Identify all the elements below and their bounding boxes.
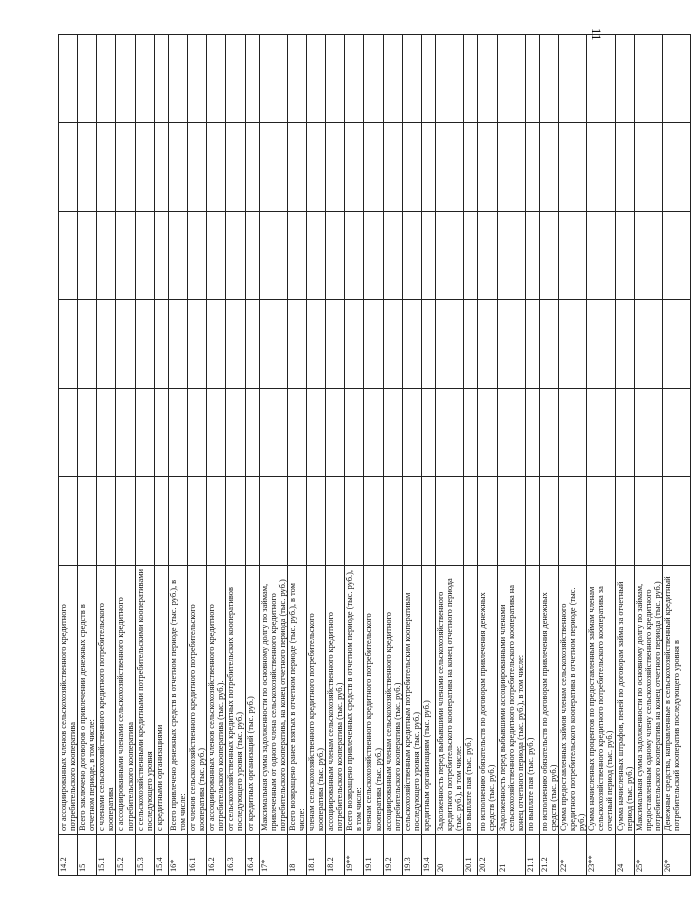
value-cell [615,123,634,212]
row-number-cell: 15 [78,835,97,876]
row-number-cell: 16.1 [188,835,207,876]
value-cell [421,389,435,478]
row-number-cell: 20.2 [478,835,497,876]
value-cell [287,300,306,389]
table-row [307,35,326,876]
value-cell [59,212,78,301]
row-label-cell: по выплате пая (тыс. руб.) [464,566,478,835]
value-cell [207,35,226,124]
value-cell [402,477,421,566]
value-cell [168,35,187,124]
row-number-cell: 15.4 [154,835,168,876]
row-label-cell: Денежные средства, направленные в сельскохозяйственный кредитный потребительский кооператив последующего уровня в [662,566,690,835]
value-cell [188,477,207,566]
row-label-cell: членам сельскохозяйственного кредитного потребительского кооператива (тыс. руб.) [307,566,326,835]
value-cell [615,389,634,478]
row-number-cell: 15.3 [135,835,154,876]
row-label-cell: по исполнению обязательств по договорам привлечения денежных средств (тыс. руб.) [478,566,497,835]
value-cell [78,123,97,212]
value-cell [402,35,421,124]
row-number-cell: 16.3 [226,835,245,876]
value-cell [525,35,539,124]
row-number-cell: 21.1 [525,835,539,876]
value-cell [497,212,525,301]
value-cell [259,35,287,124]
value-cell [364,212,383,301]
value-cell [307,389,326,478]
value-cell [402,389,421,478]
table-row [525,35,539,876]
value-cell [326,35,345,124]
value-cell [97,389,116,478]
value-cell [345,300,364,389]
value-cell [307,35,326,124]
value-cell [559,212,587,301]
row-number-cell: 15.2 [116,835,135,876]
value-cell [421,35,435,124]
row-label-cell: от ассоциированных членов сельскохозяйственного кредитного потребительского кооператива (тыс. руб.). [207,566,226,835]
row-label-cell: Максимальная сумма задолженности по основному долгу по займам, предоставленным одному члену сельскохозяйственного кредитного потребительского кооператива на конец отчетного периода (тыс. руб.) [634,566,662,835]
value-cell [539,35,558,124]
value-cell [497,123,525,212]
value-cell [245,212,259,301]
value-cell [421,300,435,389]
row-label-cell: Задолженность перед выбывшими членами сельскохозяйственного кредитного потребительского кооператива на конец отчетного периода (тыс. руб.), в том числе: [436,566,464,835]
value-cell [287,35,306,124]
value-cell [525,477,539,566]
value-cell [307,300,326,389]
value-cell [307,212,326,301]
value-cell [436,35,464,124]
value-cell [245,35,259,124]
value-cell [478,389,497,478]
value-cell [525,212,539,301]
table-row [497,35,525,876]
row-number-cell: 19.4 [421,835,435,876]
row-number-cell: 19.2 [383,835,402,876]
value-cell [662,123,690,212]
value-cell [59,300,78,389]
value-cell [587,123,615,212]
value-cell [436,212,464,301]
value-cell [59,123,78,212]
value-cell [615,300,634,389]
value-cell [478,300,497,389]
value-cell [59,477,78,566]
table-row [421,35,435,876]
value-cell [168,123,187,212]
value-cell [634,123,662,212]
row-label-cell: Всего привлечено денежных средств в отчетном периоде (тыс. руб.), в том числе: [168,566,187,835]
value-cell [78,389,97,478]
value-cell [97,35,116,124]
value-cell [135,477,154,566]
row-label-cell: с членами сельскохозяйственного кредитного потребительского кооператива [97,566,116,835]
value-cell [326,477,345,566]
row-label-cell: с кредитными организациями [154,566,168,835]
value-cell [168,300,187,389]
value-cell [587,35,615,124]
table-row [226,35,245,876]
value-cell [383,300,402,389]
row-number-cell: 17* [259,835,287,876]
value-cell [525,300,539,389]
row-label-cell: от сельскохозяйственных кредитных потребительских кооперативов последующего уровня (тыс. руб.) [226,566,245,835]
value-cell [287,477,306,566]
value-cell [207,389,226,478]
value-cell [383,477,402,566]
value-cell [383,35,402,124]
row-number-cell: 14.2 [59,835,78,876]
row-number-cell: 18 [287,835,306,876]
value-cell [326,123,345,212]
value-cell [497,477,525,566]
row-number-cell: 18.1 [307,835,326,876]
row-label-cell: Сумма начисленных процентов по предоставленным займам членам сельскохозяйственного кредитного потребительского кооператива за отчетный период (тыс. руб.) [587,566,615,835]
value-cell [78,212,97,301]
value-cell [497,35,525,124]
value-cell [402,123,421,212]
table-row [634,35,662,876]
value-cell [97,300,116,389]
value-cell [135,123,154,212]
value-cell [116,389,135,478]
value-cell [364,300,383,389]
value-cell [226,123,245,212]
value-cell [587,212,615,301]
row-label-cell: от ассоциированных членов сельскохозяйственного кредитного потребительского кооператива [59,566,78,835]
table-row [168,35,187,876]
value-cell [59,389,78,478]
value-cell [226,212,245,301]
value-cell [154,123,168,212]
value-cell [259,389,287,478]
row-number-cell: 19** [345,835,364,876]
row-number-cell: 16* [168,835,187,876]
table-row [436,35,464,876]
row-number-cell: 21 [497,835,525,876]
value-cell [287,123,306,212]
value-cell [559,123,587,212]
table-row [559,35,587,876]
value-cell [559,35,587,124]
row-number-cell: 16.2 [207,835,226,876]
table-row [383,35,402,876]
table-row [345,35,364,876]
value-cell [345,35,364,124]
value-cell [634,389,662,478]
table-row [207,35,226,876]
table-row [59,35,78,876]
value-cell [135,35,154,124]
value-cell [587,477,615,566]
value-cell [135,389,154,478]
value-cell [226,477,245,566]
row-number-cell: 26* [662,835,690,876]
row-label-cell: ассоциированным членам сельскохозяйственного кредитного потребительского кооператива (тыс. руб.) [383,566,402,835]
value-cell [539,212,558,301]
value-cell [539,123,558,212]
value-cell [78,477,97,566]
value-cell [478,212,497,301]
row-label-cell: с ассоциированными членами сельскохозяйственного кредитного потребительского кооператива [116,566,135,835]
table-row [478,35,497,876]
value-cell [307,123,326,212]
value-cell [245,300,259,389]
value-cell [326,300,345,389]
value-cell [154,35,168,124]
value-cell [383,123,402,212]
value-cell [154,300,168,389]
value-cell [97,212,116,301]
table-row [402,35,421,876]
row-label-cell: Сумма начисленных штрафов, пеней по договорам займа за отчетный период (тыс. руб.) [615,566,634,835]
row-number-cell: 23** [587,835,615,876]
value-cell [662,477,690,566]
value-cell [421,212,435,301]
row-label-cell: Сумма предоставленных займов членам сельскохозяйственного кредитного потребительского кооператива в отчетном периоде (тыс. руб.) [559,566,587,835]
value-cell [497,300,525,389]
value-cell [226,389,245,478]
report-table-rotated [58,34,681,876]
value-cell [478,35,497,124]
report-table [58,34,691,876]
row-label-cell: Всего возвращено привлеченных средств в отчетном периоде (тыс. руб.), в том числе: [345,566,364,835]
value-cell [539,389,558,478]
value-cell [326,389,345,478]
value-cell [116,212,135,301]
value-cell [464,300,478,389]
value-cell [464,477,478,566]
value-cell [436,300,464,389]
value-cell [154,477,168,566]
row-label-cell: от кредитных организаций (тыс. руб.) [245,566,259,835]
value-cell [383,212,402,301]
value-cell [168,212,187,301]
value-cell [207,300,226,389]
table-row [364,35,383,876]
value-cell [345,477,364,566]
value-cell [615,212,634,301]
row-label-cell: от членов сельскохозяйственного кредитного потребительского кооператива (тыс. руб.) [188,566,207,835]
table-row [259,35,287,876]
value-cell [135,212,154,301]
value-cell [135,300,154,389]
row-label-cell: ассоциированным членам сельскохозяйственного кредитного потребительского кооператива (тыс. руб.) [326,566,345,835]
table-row [154,35,168,876]
value-cell [287,389,306,478]
row-label-cell: Всего возвращено ранее взятых в отчетном периоде (тыс. руб.), в том числе: [287,566,306,835]
table-row [587,35,615,876]
value-cell [587,300,615,389]
table-row [287,35,306,876]
value-cell [287,212,306,301]
value-cell [662,300,690,389]
value-cell [188,212,207,301]
row-number-cell: 22* [559,835,587,876]
row-number-cell: 16.4 [245,835,259,876]
value-cell [662,35,690,124]
value-cell [464,389,478,478]
value-cell [188,35,207,124]
value-cell [615,477,634,566]
page-number: 11 [589,28,604,41]
value-cell [97,123,116,212]
value-cell [168,389,187,478]
value-cell [559,477,587,566]
value-cell [364,477,383,566]
value-cell [464,123,478,212]
table-row [245,35,259,876]
row-number-cell: 15.1 [97,835,116,876]
value-cell [154,212,168,301]
value-cell [525,389,539,478]
row-number-cell: 19.3 [402,835,421,876]
value-cell [259,123,287,212]
value-cell [402,300,421,389]
value-cell [207,212,226,301]
row-number-cell: 20.1 [464,835,478,876]
value-cell [436,389,464,478]
value-cell [345,212,364,301]
value-cell [116,477,135,566]
table-row [97,35,116,876]
value-cell [364,389,383,478]
value-cell [634,212,662,301]
row-label-cell: по выплате пая (тыс. руб.) [525,566,539,835]
row-label-cell: Всего заключено договоров о привлечении денежных средств в отчетном периоде, в том числе: [78,566,97,835]
value-cell [345,389,364,478]
table-row [135,35,154,876]
table-row [464,35,478,876]
row-label-cell: кредитным организациям (тыс. руб.) [421,566,435,835]
value-cell [559,389,587,478]
value-cell [188,300,207,389]
row-label-cell: по исполнению обязательств по договорам привлечения денежных средств (тыс. руб.) [539,566,558,835]
row-label-cell: Задолженность перед выбывшими ассоциированными членами сельскохозяйственного кредитного потребительского кооператива на конец отчетного периода (тыс. руб.), в том числе: [497,566,525,835]
table-row [662,35,690,876]
row-number-cell: 21.2 [539,835,558,876]
value-cell [587,389,615,478]
value-cell [226,300,245,389]
value-cell [383,389,402,478]
value-cell [245,389,259,478]
value-cell [188,389,207,478]
value-cell [97,477,116,566]
value-cell [226,35,245,124]
value-cell [345,123,364,212]
value-cell [634,35,662,124]
value-cell [478,477,497,566]
value-cell [421,477,435,566]
table-row [116,35,135,876]
value-cell [478,123,497,212]
value-cell [615,35,634,124]
value-cell [559,300,587,389]
value-cell [464,35,478,124]
row-number-cell: 18.2 [326,835,345,876]
value-cell [634,477,662,566]
value-cell [634,300,662,389]
row-label-cell: Максимальная сумма задолженности по основному долгу по займам, привлеченным от одного члена сельскохозяйственного кредитного потребительского кооператива, на конец отчетного периода (тыс. руб.) [259,566,287,835]
value-cell [78,300,97,389]
table-row [326,35,345,876]
value-cell [168,477,187,566]
value-cell [364,123,383,212]
row-label-cell: сельскохозяйственным кредитным потребительским кооперативам последующего уровня (тыс. руб.) [402,566,421,835]
value-cell [259,477,287,566]
value-cell [436,477,464,566]
value-cell [525,123,539,212]
value-cell [116,123,135,212]
row-label-cell: членам сельскохозяйственного кредитного потребительского кооператива (тыс. руб.) [364,566,383,835]
value-cell [539,477,558,566]
value-cell [662,389,690,478]
value-cell [188,123,207,212]
value-cell [245,123,259,212]
value-cell [259,212,287,301]
row-number-cell: 19.1 [364,835,383,876]
row-number-cell: 24 [615,835,634,876]
value-cell [207,123,226,212]
value-cell [245,477,259,566]
value-cell [116,300,135,389]
value-cell [539,300,558,389]
value-cell [307,477,326,566]
value-cell [326,212,345,301]
value-cell [59,35,78,124]
report-table-body [59,35,691,876]
value-cell [364,35,383,124]
value-cell [497,389,525,478]
value-cell [421,123,435,212]
value-cell [154,389,168,478]
value-cell [402,212,421,301]
row-number-cell: 25* [634,835,662,876]
value-cell [78,35,97,124]
row-number-cell: 20 [436,835,464,876]
value-cell [259,300,287,389]
table-row [615,35,634,876]
value-cell [436,123,464,212]
table-row [78,35,97,876]
row-label-cell: с сельскохозяйственными кредитными потребительскими кооперативами последующего уровня [135,566,154,835]
table-row [188,35,207,876]
table-row [539,35,558,876]
value-cell [662,212,690,301]
value-cell [207,477,226,566]
value-cell [464,212,478,301]
value-cell [116,35,135,124]
